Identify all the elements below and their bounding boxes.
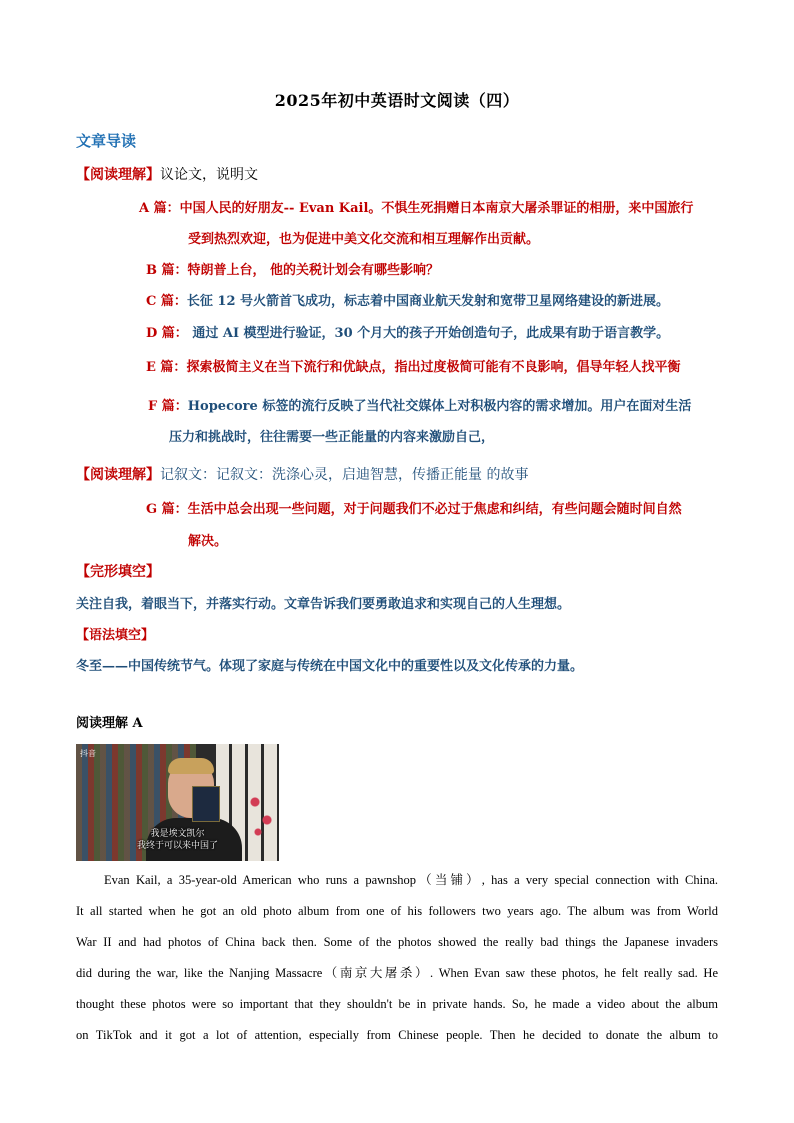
item-text: 中国人民的好朋友-- Evan Kail。不惧生死捐赠日本南京大屠杀罪证的相册，来中国旅行	[179, 201, 694, 216]
photo-passport	[192, 786, 220, 822]
category-grammar	[76, 624, 154, 643]
item-tag: C 篇：	[146, 294, 187, 309]
category-reading-narrative	[76, 464, 528, 484]
item-d	[146, 322, 669, 341]
grammar-summary: 冬至——中国传统节气。体现了家庭与传统在中国文化中的重要性以及文化传承的力量。	[76, 659, 584, 674]
item-tag: F 篇：	[148, 399, 188, 414]
item-tag: D 篇：	[146, 326, 188, 341]
item-a-line2: 受到热烈欢迎，也为促进中美文化交流和相互理解作出贡献。	[188, 232, 540, 247]
passage-line: Evan Kail, a 35-year-old American who runs a pawnshop（当铺）, has a very special connection with China.	[104, 873, 718, 887]
passage-line: It all started when he got an old photo album from one of his followers two years ago. The album was from World	[76, 904, 718, 918]
item-f-line1	[148, 395, 691, 414]
passage-line: War II and had photos of China back then. Some of the photos showed the really bad things the Japanese invaders	[76, 935, 718, 949]
passage-line: thought these photos were so important that they shouldn't be in private hands. So, he made a video about the album	[76, 997, 718, 1011]
photo-caption-line1: 我是埃文凯尔	[150, 829, 205, 839]
item-text: 通过 AI 模型进行验证，30 个月大的孩子开始创造句子，此成果有助于语言教学。	[187, 326, 670, 341]
passage-line: did during the war, like the Nanjing Massacre（南京大屠杀）. When Evan saw these photos, he felt really sad. He	[76, 966, 718, 980]
item-g-line2: 解决。	[188, 534, 228, 549]
category-label: 记叙文：记叙文：洗涤心灵，启迪智慧，传播正能量 的故事	[160, 467, 529, 483]
item-e	[146, 356, 680, 375]
item-a-line1	[139, 197, 693, 216]
item-tag: A 篇：	[139, 201, 180, 216]
item-text: 探索极简主义在当下流行和优缺点，指出过度极简可能有不良影响，倡导年轻人找平衡	[186, 360, 681, 375]
category-bracket: 【语法填空】	[76, 628, 155, 643]
page-title: 2025年初中英语时文阅读（四）	[274, 91, 520, 110]
cloze-summary: 关注自我，着眼当下，并落实行动。文章告诉我们要勇敢追求和实现自己的人生理想。	[76, 597, 571, 612]
photo-person-hair	[168, 758, 214, 774]
item-b	[146, 259, 439, 278]
photo-caption-line2: 我终于可以来中国了	[136, 841, 218, 851]
item-text: Hopecore 标签的流行反映了当代社交媒体上对积极内容的需求增加。用户在面对生活	[187, 399, 692, 414]
section-heading: 文章导读	[76, 132, 137, 150]
item-tag: B 篇：	[146, 263, 188, 278]
item-g-line1	[146, 498, 682, 517]
category-bracket: 【阅读理解】	[76, 167, 160, 183]
category-cloze	[76, 561, 160, 581]
tiktok-logo-icon: 抖音	[80, 749, 96, 758]
item-text: 生活中总会出现一些问题，对于问题我们不必过于焦虑和纠结，有些问题会随时间自然	[187, 502, 682, 517]
item-tag: E 篇：	[146, 360, 187, 375]
passage-line: on TikTok and it got a lot of attention, especially from Chinese people. Then he decided to donate the album to	[76, 1028, 718, 1042]
passage-heading: 阅读理解 A	[76, 716, 143, 731]
item-tag: G 篇：	[146, 502, 188, 517]
category-reading-argumentative	[76, 164, 258, 184]
category-bracket: 【完形填空】	[76, 564, 160, 580]
passage-paragraph	[76, 865, 718, 1051]
category-label: 议论文，说明文	[160, 167, 258, 183]
item-f-line2: 压力和挑战时，往往需要一些正能量的内容来激励自己，	[169, 430, 495, 445]
item-text: 长征 12 号火箭首飞成功，标志着中国商业航天发射和宽带卫星网络建设的新进展。	[186, 294, 670, 309]
category-bracket: 【阅读理解】	[76, 467, 160, 483]
passage-photo	[76, 744, 279, 861]
item-text: 特朗普上台， 他的关税计划会有哪些影响？	[187, 263, 440, 278]
item-c	[146, 290, 669, 309]
